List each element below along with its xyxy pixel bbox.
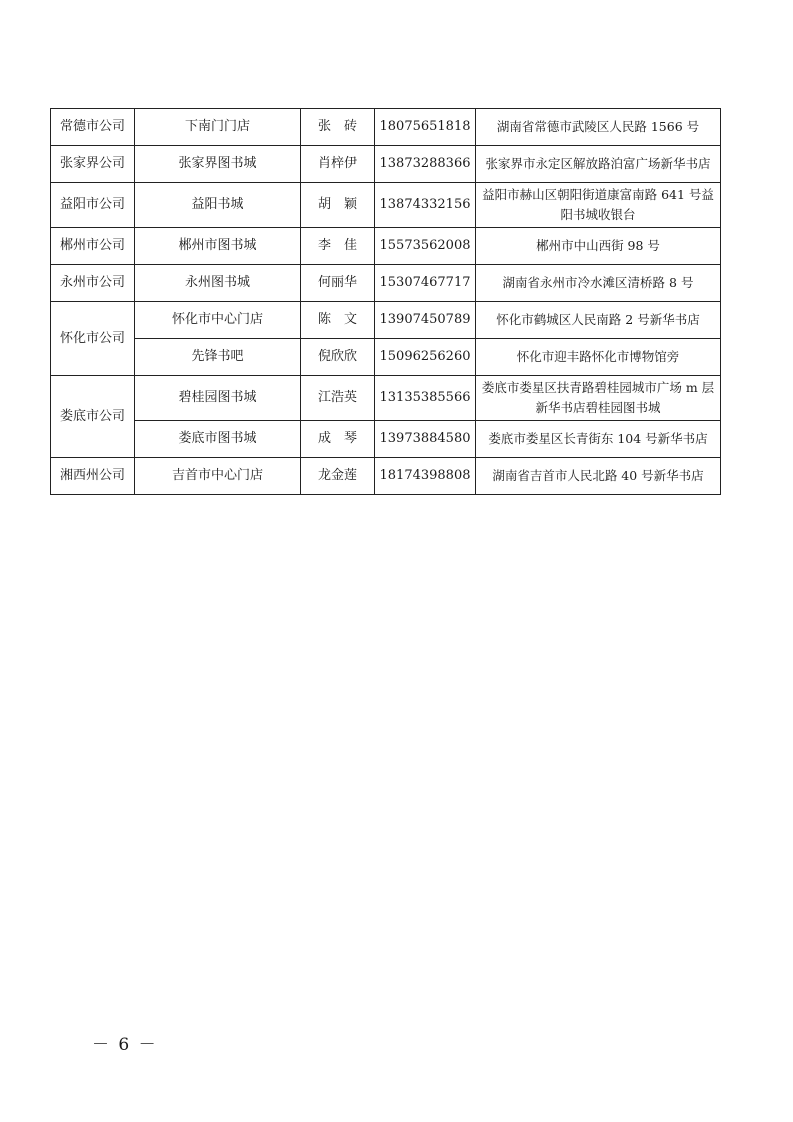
company-cell: 常德市公司 [51,109,135,146]
table-row [51,302,721,339]
company-cell: 郴州市公司 [51,228,135,265]
table-row [51,376,721,421]
address-cell: 怀化市鹤城区人民南路 2 号新华书店 [476,302,721,339]
address-cell: 张家界市永定区解放路泊富广场新华书店 [476,146,721,183]
table-row [51,421,721,458]
store-cell: 怀化市中心门店 [135,302,301,339]
contact-cell: 何丽华 [301,265,375,302]
address-cell: 娄底市娄星区长青街东 104 号新华书店 [476,421,721,458]
page-number: － 6 － [92,1035,158,1055]
contact-cell: 李 佳 [301,228,375,265]
phone-cell: 13873288366 [375,146,476,183]
contact-cell: 陈 文 [301,302,375,339]
contact-cell: 江浩英 [301,376,375,421]
table-row [51,228,721,265]
address-cell: 湖南省常德市武陵区人民路 1566 号 [476,109,721,146]
store-cell: 碧桂园图书城 [135,376,301,421]
store-cell: 娄底市图书城 [135,421,301,458]
phone-cell: 18174398808 [375,458,476,495]
store-cell: 吉首市中心门店 [135,458,301,495]
phone-cell: 13874332156 [375,183,476,228]
company-cell: 湘西州公司 [51,458,135,495]
table-row [51,109,721,146]
contact-cell: 胡 颖 [301,183,375,228]
store-cell: 下南门门店 [135,109,301,146]
table-row [51,458,721,495]
company-cell: 永州市公司 [51,265,135,302]
table-row [51,183,721,228]
company-cell: 娄底市公司 [51,376,135,458]
store-cell: 永州图书城 [135,265,301,302]
company-cell: 张家界公司 [51,146,135,183]
phone-cell: 15307467717 [375,265,476,302]
phone-cell: 13973884580 [375,421,476,458]
address-cell: 湖南省永州市冷水滩区清桥路 8 号 [476,265,721,302]
address-cell: 郴州市中山西街 98 号 [476,228,721,265]
contact-cell: 肖梓伊 [301,146,375,183]
address-cell: 怀化市迎丰路怀化市博物馆旁 [476,339,721,376]
address-cell: 湖南省吉首市人民北路 40 号新华书店 [476,458,721,495]
store-cell: 张家界图书城 [135,146,301,183]
contact-cell: 龙金莲 [301,458,375,495]
phone-cell: 15096256260 [375,339,476,376]
store-contact-table [50,108,721,495]
store-cell: 先锋书吧 [135,339,301,376]
phone-cell: 18075651818 [375,109,476,146]
contact-cell: 张 砖 [301,109,375,146]
contact-cell: 成 琴 [301,421,375,458]
address-cell: 益阳市赫山区朝阳街道康富南路 641 号益阳书城收银台 [476,183,721,228]
contact-cell: 倪欣欣 [301,339,375,376]
phone-cell: 13135385566 [375,376,476,421]
table-row [51,146,721,183]
address-cell: 娄底市娄星区扶青路碧桂园城市广场 m 层新华书店碧桂园图书城 [476,376,721,421]
company-cell: 怀化市公司 [51,302,135,376]
phone-cell: 15573562008 [375,228,476,265]
company-cell: 益阳市公司 [51,183,135,228]
phone-cell: 13907450789 [375,302,476,339]
store-cell: 益阳书城 [135,183,301,228]
store-cell: 郴州市图书城 [135,228,301,265]
table-row [51,339,721,376]
table-row [51,265,721,302]
